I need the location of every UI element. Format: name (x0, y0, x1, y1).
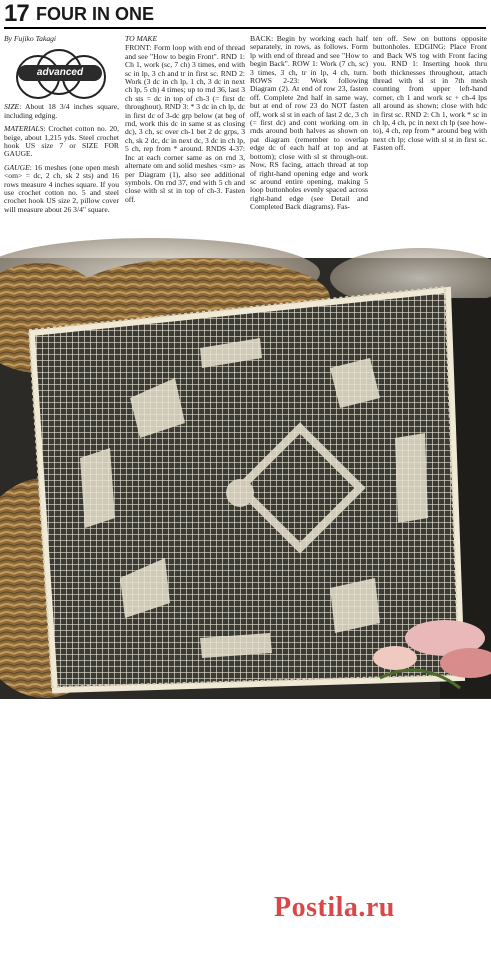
pattern-title: FOUR IN ONE (36, 4, 155, 24)
size-label: SIZE (4, 102, 20, 112)
difficulty-badge (16, 47, 108, 97)
back-instructions: BACK: Begin by working each half separately, in rows, as follows. Form lp with end of thread and see "How to begin Back". ROW 1: Work (7 ch, sc) 3 times, 3 ch, tr in lp, 4 ch, turn. ROWS 2-23: Work following Diagram (2). At end of row 23, fasten off. Complete 2nd half in same way, but at end of row 23 do NOT fasten off, work sl st in each of last 2 dc, 3 ch (= first dc) and cont working om in rnds around both halves as shown on pat diagram (remember to overlap edge dc of each half at top and at bottom); close with sl st through-out. Now, RS facing, attach thread at top of right-hand opening edge and work sc around entire opening, making 5 loop buttonholes evenly spaced across right-hand edge (see Detail and Completed Back diagrams). Fas- (250, 34, 368, 212)
pillow-photo-illustration (0, 258, 491, 699)
column-to-make (125, 35, 245, 204)
gauge-paragraph (4, 164, 119, 214)
difficulty-label: advanced (18, 65, 102, 81)
gauge-text: : 16 meshes (one open mesh <om> = dc, 2 ch, sk 2 sts) and 16 rows measure 4 inches square. If you use crochet cotton no. 5 and steel crochet hook US size 2, pillow cover will measure about 26 3/4" square. (4, 162, 119, 214)
size-text: : About 18 3/4 inches square, including edging. (4, 102, 119, 120)
pattern-number: 17 (4, 0, 29, 27)
front-instructions: FRONT: Form loop with end of thread and see "How to begin Front". RND 1: Ch 1, work (sc, 7 ch) 3 times, end with sc in lp, 3 ch and tr in first sc. RND 2: Work (3 dc in ch lp, 1 ch, 3 dc in next ch lp, 5 ch) 4 times; up to rnd 36, last 3 ch sts = dc in top of ch-3 (= first dc throughout). RND 3: * 3 dc in ch lp, dc in first dc of 3-dc grp below (at beg of rnd, work this dc in same st as closing dc), 3 ch, sc over ch-1 bet 2 dc grps, 3 ch, sk 2 dc, dc in next dc, 3 dc in ch lp, 5 ch, rep from * around. RNDS 4-37: Inc at each corner same as on rnd 3, alternate om and solid meshes <sm> as per Diagram (1), also see additional symbols. On rnd 37, end with 5 ch and close with sl st in top of ch-3. Fasten off. (125, 43, 245, 204)
watermark (266, 892, 491, 957)
column-materials (4, 35, 119, 219)
edging-instructions: ten off. Sew on buttons opposite buttonholes. EDGING: Place Front and Back WS tog with Front facing you. RND 1: Inserting hook thru both thicknesses throughout, attach thread with sl st in 7th mesh counting from upper left-hand corner, ch 1 and work sc + ch-4 lps all around as shown; close with hdc in first sc. RND 2: Ch 1, work * sc in ch lp, 4 ch, pc in next ch lp (see how-to), 4 ch, rep from * around beg with next ch lp; close with sl st in first sc. Fasten off. (373, 34, 487, 153)
author-line: By Fujiko Takagi (4, 34, 57, 43)
pillow-photo (0, 258, 491, 949)
materials-text: : Crochet cotton no. 20, beige, about 1,215 yds. Steel crochet hook US size 7 or SIZE FOR GAUGE. (4, 124, 119, 159)
page-header (0, 0, 491, 28)
gauge-label: GAUGE (4, 162, 30, 172)
column-back (250, 35, 368, 212)
header-rule (4, 27, 486, 29)
column-edging (373, 35, 487, 153)
materials-label: MATERIALS (4, 124, 44, 134)
materials-paragraph (4, 125, 119, 159)
watermark-url: http://www.liveinternet.ru/users/3357652/ (268, 939, 422, 949)
watermark-name: Postila.ru (274, 892, 395, 923)
size-paragraph (4, 103, 119, 120)
to-make-heading: TO MAKE (125, 34, 158, 43)
